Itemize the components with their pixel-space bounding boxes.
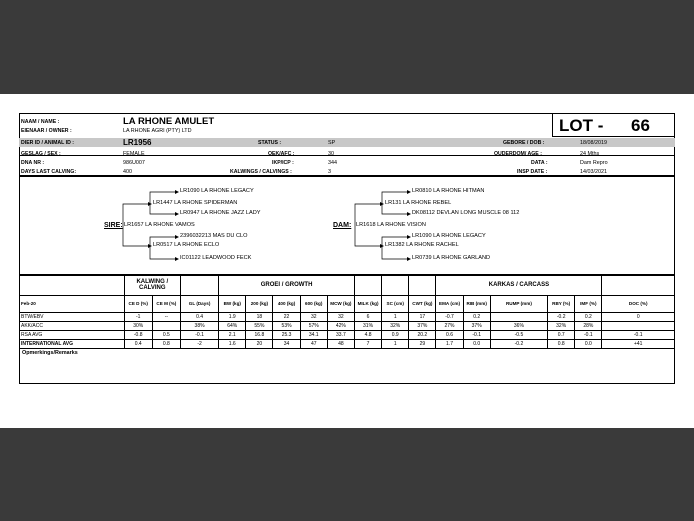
table-cell: 0.5 — [152, 331, 180, 340]
table-cell: 0.4 — [180, 313, 218, 322]
table-cell: 0.4 — [124, 340, 152, 349]
name-label: NAAM / NAME : — [21, 119, 60, 125]
col-ce-m: CE M (%) — [152, 296, 180, 313]
owner-value: LA RHONE AGRI (PTY) LTD — [123, 128, 192, 134]
dam-label: DAM: — [333, 222, 352, 229]
days-label: DAYS LAST CALVING: — [21, 169, 77, 175]
row-label: RSA AVG — [20, 331, 125, 340]
icp-label: IKP/ICP : — [272, 160, 294, 166]
owner-label: EIENAAR / OWNER : — [21, 128, 72, 134]
table-cell: 18 — [246, 313, 273, 322]
table-cell: -1 — [124, 313, 152, 322]
table-cell: 16.8 — [246, 331, 273, 340]
column-header-row — [20, 296, 675, 313]
table-cell: 1.9 — [219, 313, 246, 322]
table-cell: 1 — [382, 313, 409, 322]
table-cell: 20.2 — [409, 331, 436, 340]
table-cell: 0.9 — [382, 331, 409, 340]
status-value: SP — [328, 140, 336, 146]
col-600: 600 (kg) — [300, 296, 327, 313]
col-cwt: CWT (kg) — [409, 296, 436, 313]
dam-dam-sire-name: LR1090 LA RHONE LEGACY — [412, 233, 486, 239]
table-cell — [152, 322, 180, 331]
row-label: INTERNATIONAL AVG — [20, 340, 125, 349]
growth-group: GROEI / GROWTH — [219, 275, 355, 296]
sex-label: GESLAG / SEX : — [21, 151, 61, 157]
table-cell: 47 — [300, 340, 327, 349]
table-cell: -0.8 — [124, 331, 152, 340]
col-doc: DOC (%) — [602, 296, 675, 313]
table-cell: 53% — [273, 322, 300, 331]
table-cell: 22 — [273, 313, 300, 322]
calvings-value: 3 — [328, 169, 331, 175]
insp-value: 14/03/2021 — [580, 169, 607, 175]
dna-label: DNA NR : — [21, 160, 45, 166]
table-cell: -0.2 — [548, 313, 575, 322]
table-cell: 0.7 — [548, 331, 575, 340]
table-cell: 0.0 — [575, 340, 602, 349]
days-value: 400 — [123, 169, 132, 175]
table-cell: 30% — [124, 322, 152, 331]
sire-sire-dam-name: LR0947 LA RHONE JAZZ LADY — [180, 210, 261, 216]
remarks-label: Opmerkings/Remarks — [22, 350, 78, 356]
table-cell: 32 — [327, 313, 354, 322]
table-cell: 4.8 — [354, 331, 381, 340]
dam-dam-name: LR1382 LA RHONE RACHEL — [385, 242, 459, 248]
col-imf: IMF (%) — [575, 296, 602, 313]
table-cell: 34.1 — [300, 331, 327, 340]
table-cell: -0.7 — [436, 313, 463, 322]
table-cell: 17 — [409, 313, 436, 322]
row-label: BTW/EBV — [20, 313, 125, 322]
row-label: AKK/ACC — [20, 322, 125, 331]
sire-dam-dam-name: IC01122 LEADWOOD FECK — [180, 255, 252, 261]
dam-name: LR1618 LA RHONE VISION — [356, 222, 426, 228]
table-cell: 32% — [382, 322, 409, 331]
insp-label: INSP DATE : — [517, 169, 548, 175]
sire-dam-sire-name: 2396032213 MAS DU CLO — [180, 233, 248, 239]
age-label: OUDERDOM/ AGE : — [494, 151, 542, 157]
table-cell: 48 — [327, 340, 354, 349]
table-cell: -0.2 — [490, 340, 547, 349]
blank-cell — [409, 275, 436, 296]
dam-dam-dam-name: LR0739 LA RHONE GARLAND — [412, 255, 491, 261]
col-ema: EMA (cm) — [436, 296, 463, 313]
table-cell: 28% — [575, 322, 602, 331]
col-rib: RIB (mm) — [463, 296, 490, 313]
table-cell: 36% — [490, 322, 547, 331]
group-header-row — [20, 275, 675, 296]
table-cell: 64% — [219, 322, 246, 331]
dob-label: GEBORE / DOB : — [503, 140, 545, 146]
table-row — [20, 322, 675, 331]
afc-label: OEK/AFC : — [268, 151, 295, 157]
table-cell: 37% — [463, 322, 490, 331]
table-cell: 31% — [354, 322, 381, 331]
age-value: 24 Mths — [580, 151, 600, 157]
sire-sire-name: LR1447 LA RHONE SPIDERMAN — [153, 200, 238, 206]
col-rby: RBY (%) — [548, 296, 575, 313]
table-cell: -0.1 — [463, 331, 490, 340]
lot-number: 66 — [631, 116, 650, 135]
table-cell: 37% — [409, 322, 436, 331]
table-cell: 20 — [246, 340, 273, 349]
table-cell: 33.7 — [327, 331, 354, 340]
calvings-label: KALWINGS / CALVINGS : — [230, 169, 292, 175]
table-cell: 42% — [327, 322, 354, 331]
blank-cell — [20, 275, 125, 296]
col-rump: RUMP (mm) — [490, 296, 547, 313]
period-cell: Feb-20 — [20, 296, 125, 313]
table-row — [20, 331, 675, 340]
status-label: STATUS : — [258, 140, 282, 146]
table-cell: 32 — [300, 313, 327, 322]
table-cell: -0.1 — [602, 331, 675, 340]
calving-group: KALWING / CALVING — [124, 275, 180, 296]
animal-id-label: DIER ID / ANIMAL ID : — [21, 140, 75, 146]
table-cell: 6 — [354, 313, 381, 322]
sire-dam-name: LR0517 LA RHONE ECLO — [153, 242, 220, 248]
table-cell: 34 — [273, 340, 300, 349]
table-cell: 0.0 — [463, 340, 490, 349]
animal-name: LA RHONE AMULET — [123, 116, 215, 127]
sire-name: LR1657 LA RHONE VAMOS — [124, 222, 195, 228]
table-cell — [602, 322, 675, 331]
carcass-group: KARKAS / CARCASS — [436, 275, 602, 296]
dna-value: 986U007 — [123, 160, 145, 166]
table-cell: -0.1 — [180, 331, 218, 340]
performance-body — [20, 313, 675, 349]
table-cell: 57% — [300, 322, 327, 331]
table-cell: 29 — [409, 340, 436, 349]
table-cell: 55% — [246, 322, 273, 331]
col-200: 200 (kg) — [246, 296, 273, 313]
performance-table — [19, 274, 675, 349]
blank-cell — [382, 275, 409, 296]
col-mcw: MCW (kg) — [327, 296, 354, 313]
dam-sire-name: LR131 LA RHONE REBEL — [385, 200, 452, 206]
table-cell: 0.2 — [575, 313, 602, 322]
table-cell: 0.2 — [463, 313, 490, 322]
table-cell: 1.7 — [436, 340, 463, 349]
afc-value: 30 — [328, 151, 334, 157]
blank-cell — [602, 275, 675, 296]
data-value: Dam Repro — [580, 160, 608, 166]
table-cell: 0 — [602, 313, 675, 322]
table-cell: +41 — [602, 340, 675, 349]
dam-sire-sire-name: LR0810 LA RHONE HITMAN — [412, 188, 485, 194]
blank-cell — [354, 275, 381, 296]
col-400: 400 (kg) — [273, 296, 300, 313]
table-cell: 25.3 — [273, 331, 300, 340]
col-milk: MILK (kg) — [354, 296, 381, 313]
dam-sire-dam-name: DK08112 DEVLAN LONG MUSCLE 08 112 — [412, 210, 520, 216]
sire-label: SIRE: — [104, 222, 123, 229]
lot-sheet — [0, 94, 694, 428]
table-cell: -2 — [180, 340, 218, 349]
col-gl: GL (Days) — [180, 296, 218, 313]
lot-label: LOT - — [559, 116, 604, 135]
table-cell: 1.6 — [219, 340, 246, 349]
table-cell: 27% — [436, 322, 463, 331]
sire-sire-sire-name: LR1090 LA RHONE LEGACY — [180, 188, 254, 194]
table-row — [20, 313, 675, 322]
table-cell: -0.5 — [490, 331, 547, 340]
table-cell: 7 — [354, 340, 381, 349]
blank-cell — [180, 275, 218, 296]
table-cell: 32% — [548, 322, 575, 331]
dob-value: 18/08/2019 — [580, 140, 607, 146]
table-cell: 0.8 — [152, 340, 180, 349]
col-bw: BW (kg) — [219, 296, 246, 313]
data-label: DATA : — [531, 160, 548, 166]
icp-value: 344 — [328, 160, 337, 166]
table-cell: 2.1 — [219, 331, 246, 340]
table-cell: 38% — [180, 322, 218, 331]
col-ce-d: CE D (%) — [124, 296, 152, 313]
table-cell — [490, 313, 547, 322]
col-sc: SC (cm) — [382, 296, 409, 313]
table-cell: 1 — [382, 340, 409, 349]
remarks-box — [19, 348, 675, 384]
table-cell: -0.1 — [575, 331, 602, 340]
sex-value: FEMALE — [123, 151, 145, 157]
animal-id-value: LR1956 — [123, 138, 152, 147]
table-cell: -- — [152, 313, 180, 322]
table-cell: 0.6 — [436, 331, 463, 340]
table-cell: 0.8 — [548, 340, 575, 349]
